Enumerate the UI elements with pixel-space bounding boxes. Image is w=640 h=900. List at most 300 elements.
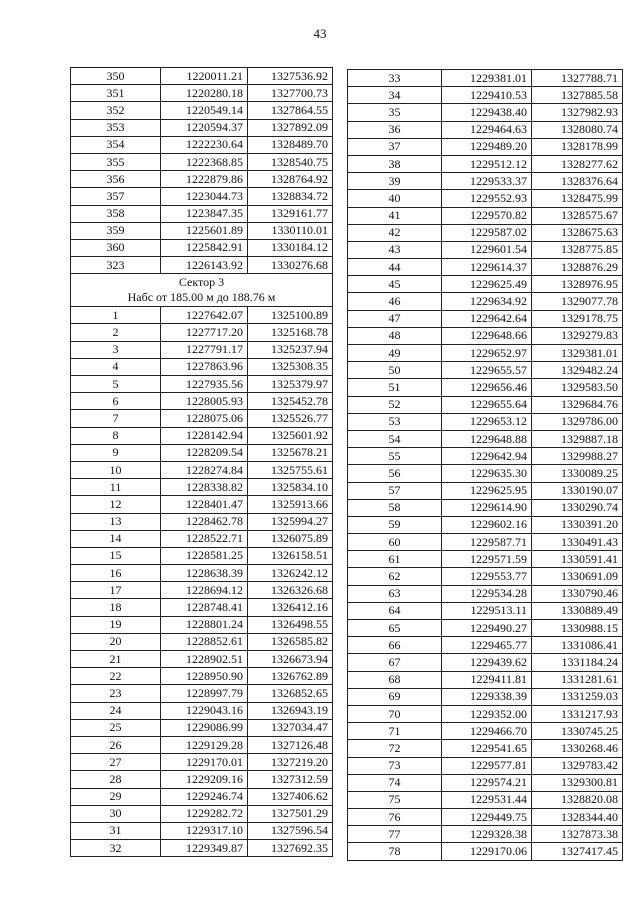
x-coordinate-cell: 1229513.11 [442,602,532,619]
x-coordinate-cell: 1229642.94 [442,448,532,465]
y-coordinate-cell: 1330110.01 [248,222,333,239]
table-row [348,551,623,568]
y-coordinate-cell: 1329988.27 [532,448,623,465]
y-coordinate-cell: 1328178.99 [532,138,623,155]
point-number-cell: 351 [71,85,161,102]
x-coordinate-cell: 1229602.16 [442,516,532,533]
table-row [348,155,623,172]
y-coordinate-cell: 1330790.46 [532,585,623,602]
point-number-cell: 14 [71,530,161,547]
y-coordinate-cell: 1328489.70 [248,136,333,153]
point-number-cell: 18 [71,599,161,616]
x-coordinate-cell: 1229512.12 [442,155,532,172]
y-coordinate-cell: 1328775.85 [532,241,623,258]
table-row [71,668,333,685]
table-row [71,685,333,702]
x-coordinate-cell: 1227791.17 [161,341,248,358]
point-number-cell: 60 [348,534,442,551]
x-coordinate-cell: 1229282.72 [161,805,248,822]
y-coordinate-cell: 1326075.89 [248,530,333,547]
point-number-cell: 43 [348,241,442,258]
x-coordinate-cell: 1229648.66 [442,327,532,344]
table-row [348,671,623,688]
x-coordinate-cell: 1229129.28 [161,736,248,753]
y-coordinate-cell: 1327219.20 [248,754,333,771]
y-coordinate-cell: 1330889.49 [532,602,623,619]
point-number-cell: 350 [71,68,161,85]
table-row [348,138,623,155]
y-coordinate-cell: 1329887.18 [532,430,623,447]
point-number-cell: 54 [348,430,442,447]
y-coordinate-cell: 1330089.25 [532,465,623,482]
y-coordinate-cell: 1325755.61 [248,461,333,478]
table-row [348,585,623,602]
x-coordinate-cell: 1229614.90 [442,499,532,516]
y-coordinate-cell: 1327892.09 [248,119,333,136]
y-coordinate-cell: 1328080.74 [532,121,623,138]
x-coordinate-cell: 1229614.37 [442,259,532,276]
y-coordinate-cell: 1325308.35 [248,358,333,375]
x-coordinate-cell: 1229170.01 [161,754,248,771]
y-coordinate-cell: 1330988.15 [532,620,623,637]
table-row [348,723,623,740]
x-coordinate-cell: 1229465.77 [442,637,532,654]
y-coordinate-cell: 1327536.92 [248,68,333,85]
point-number-cell: 21 [71,651,161,668]
y-coordinate-cell: 1327034.47 [248,719,333,736]
x-coordinate-cell: 1229601.54 [442,241,532,258]
y-coordinate-cell: 1327501.29 [248,805,333,822]
x-coordinate-cell: 1228950.90 [161,668,248,685]
x-coordinate-cell: 1229352.00 [442,705,532,722]
x-coordinate-cell: 1229655.57 [442,362,532,379]
point-number-cell: 26 [71,736,161,753]
table-row [71,153,333,170]
point-number-cell: 46 [348,293,442,310]
table-row [348,482,623,499]
point-number-cell: 47 [348,310,442,327]
x-coordinate-cell: 1229625.49 [442,276,532,293]
table-row [348,70,623,87]
x-coordinate-cell: 1225601.89 [161,222,248,239]
x-coordinate-cell: 1229043.16 [161,702,248,719]
y-coordinate-cell: 1326762.89 [248,668,333,685]
coordinates-table-left [70,67,333,857]
y-coordinate-cell: 1331086.41 [532,637,623,654]
y-coordinate-cell: 1331184.24 [532,654,623,671]
point-number-cell: 38 [348,155,442,172]
x-coordinate-cell: 1227717.20 [161,324,248,341]
table-row [71,479,333,496]
point-number-cell: 37 [348,138,442,155]
point-number-cell: 55 [348,448,442,465]
table-row [71,427,333,444]
table-row [71,239,333,256]
y-coordinate-cell: 1325601.92 [248,427,333,444]
table-row [71,822,333,839]
x-coordinate-cell: 1225842.91 [161,239,248,256]
y-coordinate-cell: 1329178.75 [532,310,623,327]
point-number-cell: 9 [71,444,161,461]
x-coordinate-cell: 1228522.71 [161,530,248,547]
x-coordinate-cell: 1229625.95 [442,482,532,499]
y-coordinate-cell: 1331281.61 [532,671,623,688]
x-coordinate-cell: 1229587.02 [442,224,532,241]
x-coordinate-cell: 1228902.51 [161,651,248,668]
point-number-cell: 360 [71,239,161,256]
x-coordinate-cell: 1229338.39 [442,688,532,705]
y-coordinate-cell: 1326326.68 [248,582,333,599]
y-coordinate-cell: 1325913.66 [248,496,333,513]
table-row [71,805,333,822]
y-coordinate-cell: 1329300.81 [532,774,623,791]
point-number-cell: 6 [71,393,161,410]
x-coordinate-cell: 1229653.12 [442,413,532,430]
point-number-cell: 31 [71,822,161,839]
right-rows [348,70,623,861]
point-number-cell: 51 [348,379,442,396]
y-coordinate-cell: 1328764.92 [248,171,333,188]
point-number-cell: 72 [348,740,442,757]
table-row [71,410,333,427]
x-coordinate-cell: 1229541.65 [442,740,532,757]
point-number-cell: 68 [348,671,442,688]
y-coordinate-cell: 1328834.72 [248,188,333,205]
y-coordinate-cell: 1330276.68 [248,257,333,274]
table-row [71,324,333,341]
table-row [348,843,623,860]
y-coordinate-cell: 1329684.76 [532,396,623,413]
point-number-cell: 48 [348,327,442,344]
table-row [348,87,623,104]
x-coordinate-cell: 1229642.64 [442,310,532,327]
x-coordinate-cell: 1229439.62 [442,654,532,671]
y-coordinate-cell: 1325237.94 [248,341,333,358]
point-number-cell: 16 [71,565,161,582]
point-number-cell: 358 [71,205,161,222]
point-number-cell: 22 [71,668,161,685]
table-row [348,688,623,705]
table-row [348,465,623,482]
x-coordinate-cell: 1222368.85 [161,153,248,170]
table-row [71,393,333,410]
y-coordinate-cell: 1327417.45 [532,843,623,860]
table-row [71,547,333,564]
table-row [71,102,333,119]
table-row [348,637,623,654]
left-bottom-rows [71,307,333,857]
y-coordinate-cell: 1328277.62 [532,155,623,172]
y-coordinate-cell: 1327982.93 [532,104,623,121]
table-row [71,444,333,461]
y-coordinate-cell: 1330591.41 [532,551,623,568]
point-number-cell: 75 [348,791,442,808]
table-row [348,173,623,190]
point-number-cell: 354 [71,136,161,153]
x-coordinate-cell: 1223044.73 [161,188,248,205]
table-row [71,307,333,324]
x-coordinate-cell: 1227642.07 [161,307,248,324]
point-number-cell: 27 [71,754,161,771]
x-coordinate-cell: 1222230.64 [161,136,248,153]
x-coordinate-cell: 1229209.16 [161,771,248,788]
point-number-cell: 359 [71,222,161,239]
x-coordinate-cell: 1228748.41 [161,599,248,616]
table-row [348,190,623,207]
table-row [71,358,333,375]
table-row [71,702,333,719]
x-coordinate-cell: 1229533.37 [442,173,532,190]
x-coordinate-cell: 1228801.24 [161,616,248,633]
point-number-cell: 78 [348,843,442,860]
point-number-cell: 36 [348,121,442,138]
table-row [348,276,623,293]
table-row [71,119,333,136]
point-number-cell: 15 [71,547,161,564]
point-number-cell: 44 [348,259,442,276]
point-number-cell: 49 [348,345,442,362]
x-coordinate-cell: 1228338.82 [161,479,248,496]
table-row [71,719,333,736]
point-number-cell: 19 [71,616,161,633]
x-coordinate-cell: 1229489.20 [442,138,532,155]
y-coordinate-cell: 1326943.19 [248,702,333,719]
x-coordinate-cell: 1229464.63 [442,121,532,138]
y-coordinate-cell: 1329279.83 [532,327,623,344]
left-top-rows [71,68,333,274]
y-coordinate-cell: 1325452.78 [248,393,333,410]
table-row [71,599,333,616]
x-coordinate-cell: 1222879.86 [161,171,248,188]
table-row [71,257,333,274]
table-row [71,565,333,582]
point-number-cell: 41 [348,207,442,224]
table-row [348,396,623,413]
table-row [348,499,623,516]
y-coordinate-cell: 1330290.74 [532,499,623,516]
y-coordinate-cell: 1326242.12 [248,565,333,582]
table-row [71,788,333,805]
x-coordinate-cell: 1228462.78 [161,513,248,530]
x-coordinate-cell: 1229328.38 [442,826,532,843]
y-coordinate-cell: 1326158.51 [248,547,333,564]
point-number-cell: 7 [71,410,161,427]
y-coordinate-cell: 1328344.40 [532,809,623,826]
table-row [348,620,623,637]
sector-header-row [71,274,333,307]
point-number-cell: 67 [348,654,442,671]
table-row [348,224,623,241]
x-coordinate-cell: 1220280.18 [161,85,248,102]
point-number-cell: 20 [71,633,161,650]
y-coordinate-cell: 1328976.95 [532,276,623,293]
point-number-cell: 69 [348,688,442,705]
x-coordinate-cell: 1229552.93 [442,190,532,207]
point-number-cell: 57 [348,482,442,499]
sector-header [71,274,333,307]
x-coordinate-cell: 1229086.99 [161,719,248,736]
y-coordinate-cell: 1327692.35 [248,840,333,857]
point-number-cell: 34 [348,87,442,104]
table-row [348,241,623,258]
point-number-cell: 56 [348,465,442,482]
y-coordinate-cell: 1326585.82 [248,633,333,650]
y-coordinate-cell: 1329786.00 [532,413,623,430]
x-coordinate-cell: 1229170.06 [442,843,532,860]
point-number-cell: 23 [71,685,161,702]
x-coordinate-cell: 1223847.35 [161,205,248,222]
y-coordinate-cell: 1331217.93 [532,705,623,722]
y-coordinate-cell: 1327126.48 [248,736,333,753]
x-coordinate-cell: 1228638.39 [161,565,248,582]
point-number-cell: 52 [348,396,442,413]
table-row [348,207,623,224]
point-number-cell: 35 [348,104,442,121]
point-number-cell: 65 [348,620,442,637]
y-coordinate-cell: 1330691.09 [532,568,623,585]
point-number-cell: 355 [71,153,161,170]
y-coordinate-cell: 1327406.62 [248,788,333,805]
table-row [348,379,623,396]
point-number-cell: 50 [348,362,442,379]
y-coordinate-cell: 1325100.89 [248,307,333,324]
y-coordinate-cell: 1329482.24 [532,362,623,379]
point-number-cell: 1 [71,307,161,324]
point-number-cell: 62 [348,568,442,585]
point-number-cell: 66 [348,637,442,654]
y-coordinate-cell: 1328540.75 [248,153,333,170]
table-row [348,121,623,138]
x-coordinate-cell: 1229349.87 [161,840,248,857]
point-number-cell: 58 [348,499,442,516]
y-coordinate-cell: 1329583.50 [532,379,623,396]
table-row [348,602,623,619]
x-coordinate-cell: 1227863.96 [161,358,248,375]
x-coordinate-cell: 1228581.25 [161,547,248,564]
sector-subtitle: Набс от 185.00 м до 188.76 м [127,290,276,305]
x-coordinate-cell: 1229587.71 [442,534,532,551]
point-number-cell: 13 [71,513,161,530]
table-row [71,496,333,513]
x-coordinate-cell: 1229577.81 [442,757,532,774]
point-number-cell: 28 [71,771,161,788]
y-coordinate-cell: 1327788.71 [532,70,623,87]
x-coordinate-cell: 1229381.01 [442,70,532,87]
table-row [348,757,623,774]
y-coordinate-cell: 1328575.67 [532,207,623,224]
point-number-cell: 33 [348,70,442,87]
point-number-cell: 17 [71,582,161,599]
point-number-cell: 3 [71,341,161,358]
x-coordinate-cell: 1229656.46 [442,379,532,396]
y-coordinate-cell: 1326852.65 [248,685,333,702]
y-coordinate-cell: 1328475.99 [532,190,623,207]
y-coordinate-cell: 1328876.29 [532,259,623,276]
x-coordinate-cell: 1228997.79 [161,685,248,702]
point-number-cell: 42 [348,224,442,241]
point-number-cell: 30 [71,805,161,822]
point-number-cell: 353 [71,119,161,136]
point-number-cell: 25 [71,719,161,736]
point-number-cell: 61 [348,551,442,568]
table-row [348,327,623,344]
table-row [348,310,623,327]
table-row [71,616,333,633]
table-row [348,362,623,379]
point-number-cell: 74 [348,774,442,791]
y-coordinate-cell: 1327312.59 [248,771,333,788]
point-number-cell: 59 [348,516,442,533]
table-row [348,430,623,447]
point-number-cell: 352 [71,102,161,119]
point-number-cell: 32 [71,840,161,857]
y-coordinate-cell: 1325834.10 [248,479,333,496]
table-row [348,791,623,808]
x-coordinate-cell: 1229410.53 [442,87,532,104]
x-coordinate-cell: 1228075.06 [161,410,248,427]
table-row [348,809,623,826]
sector-title: Сектор 3 [178,275,225,290]
table-row [348,104,623,121]
table-row [348,293,623,310]
x-coordinate-cell: 1229574.21 [442,774,532,791]
x-coordinate-cell: 1229411.81 [442,671,532,688]
y-coordinate-cell: 1325994.27 [248,513,333,530]
table-row [348,826,623,843]
x-coordinate-cell: 1229449.75 [442,809,532,826]
x-coordinate-cell: 1229553.77 [442,568,532,585]
x-coordinate-cell: 1220011.21 [161,68,248,85]
table-row [71,633,333,650]
y-coordinate-cell: 1326673.94 [248,651,333,668]
y-coordinate-cell: 1328820.08 [532,791,623,808]
x-coordinate-cell: 1220594.37 [161,119,248,136]
y-coordinate-cell: 1327700.73 [248,85,333,102]
point-number-cell: 45 [348,276,442,293]
table-row [71,205,333,222]
x-coordinate-cell: 1228852.61 [161,633,248,650]
x-coordinate-cell: 1229490.27 [442,620,532,637]
table-row [71,341,333,358]
point-number-cell: 77 [348,826,442,843]
point-number-cell: 70 [348,705,442,722]
x-coordinate-cell: 1229635.30 [442,465,532,482]
table-row [71,754,333,771]
y-coordinate-cell: 1327864.55 [248,102,333,119]
x-coordinate-cell: 1228005.93 [161,393,248,410]
y-coordinate-cell: 1326412.16 [248,599,333,616]
x-coordinate-cell: 1229571.59 [442,551,532,568]
x-coordinate-cell: 1228209.54 [161,444,248,461]
table-row [71,376,333,393]
sector-header-cell [71,274,333,307]
x-coordinate-cell: 1220549.14 [161,102,248,119]
point-number-cell: 11 [71,479,161,496]
point-number-cell: 8 [71,427,161,444]
y-coordinate-cell: 1328376.64 [532,173,623,190]
table-row [348,774,623,791]
y-coordinate-cell: 1330745.25 [532,723,623,740]
x-coordinate-cell: 1229534.28 [442,585,532,602]
point-number-cell: 73 [348,757,442,774]
table-row [71,222,333,239]
point-number-cell: 63 [348,585,442,602]
table-row [348,345,623,362]
table-row [71,530,333,547]
point-number-cell: 53 [348,413,442,430]
x-coordinate-cell: 1229438.40 [442,104,532,121]
x-coordinate-cell: 1229634.92 [442,293,532,310]
